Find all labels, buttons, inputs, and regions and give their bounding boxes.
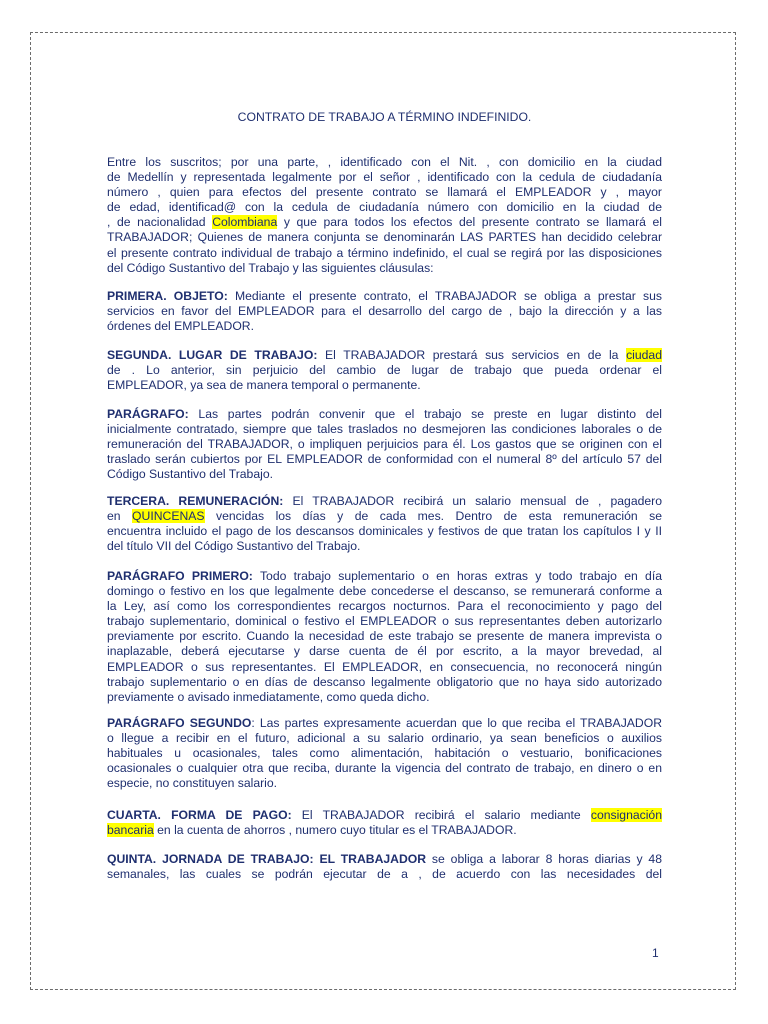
- text-line: Entre los suscritos; por una parte, , identificado con el Nit. , con domicilio en la ciudad: [107, 155, 662, 169]
- clause-heading: PARÁGRAFO PRIMERO:: [107, 569, 253, 583]
- intro-paragraph: [107, 155, 662, 276]
- highlight: Colombiana: [212, 215, 278, 230]
- highlight: bancaria: [107, 823, 154, 838]
- clause-segunda: [107, 348, 662, 393]
- clause-heading: PARÁGRAFO SEGUNDO: [107, 716, 252, 730]
- text-line: el presente contrato individual de trabajo a término indefinido, el cual se regirá por las disposiciones: [107, 245, 662, 260]
- text-line: PARÁGRAFO: Las partes podrán convenir que el trabajo se preste en lugar distinto del: [107, 407, 662, 421]
- text-line: número , quien para efectos del presente contrato se llamará el EMPLEADOR y , mayor: [107, 185, 662, 200]
- text-line: órdenes del EMPLEADOR.: [107, 319, 254, 334]
- document-title: CONTRATO DE TRABAJO A TÉRMINO INDEFINIDO.: [237, 110, 532, 124]
- highlight: consignación: [590, 808, 662, 822]
- text-line: trabajo suplementario, dominical o festivo el EMPLEADOR o sus representantes deben autorizarlo: [107, 614, 662, 629]
- text-line: servicios en favor del EMPLEADOR para el desarrollo del cargo de , bajo la dirección y a las: [107, 304, 662, 319]
- text-line: especie, no constituyen salario.: [107, 776, 278, 791]
- clause-heading: QUINTA. JORNADA DE TRABAJO: EL TRABAJADOR: [107, 852, 427, 866]
- clause-tercera: [107, 494, 662, 554]
- text-line: traslado serán cubiertos por EL EMPLEADOR de conformidad con el numeral 8º del artículo 57 del: [107, 452, 662, 467]
- text-line: habituales u ocasionales, tales como alimentación, habitación o vestuario, bonificaciones: [107, 746, 662, 761]
- clause-paragrafo: [107, 407, 662, 482]
- text-line: , de nacionalidad Colombiana y que para todos los efectos del presente contrato se llamará el: [107, 215, 662, 230]
- page-number: 1: [652, 946, 659, 960]
- text-line: PRIMERA. OBJETO: Mediante el presente contrato, el TRABAJADOR se obliga a prestar sus: [107, 289, 662, 303]
- text-line: inaplazable, deberá ejecutarse y darse cuenta de él por escrito, a la mayor brevedad, al: [107, 644, 662, 659]
- text-line: la Ley, así como los correspondientes recargos nocturnos. Para el reconocimiento y pago del: [107, 599, 662, 614]
- highlight: QUINCENAS: [132, 509, 205, 524]
- text-line: Código Sustantivo del Trabajo.: [107, 467, 273, 482]
- text-line: trabajo suplementario o en días de descanso legalmente obligatorio que no haya sido autorizado: [107, 674, 662, 689]
- clause-primera: [107, 289, 662, 334]
- clause-cuarta: [107, 808, 662, 838]
- text-line: QUINTA. JORNADA DE TRABAJO: EL TRABAJADOR se obliga a laborar 8 horas diarias y 48: [107, 852, 662, 866]
- text-line: CUARTA. FORMA DE PAGO: El TRABAJADOR recibirá el salario mediante consignación: [107, 808, 662, 822]
- clause-heading: PRIMERA. OBJETO:: [107, 289, 228, 303]
- text-line: previamente o avisado inmediatamente, como queda dicho.: [107, 689, 430, 704]
- text-line: remuneración del TRABAJADOR, o impliquen perjuicios para él. Los gastos que se originen con el: [107, 437, 662, 452]
- clause-heading: SEGUNDA. LUGAR DE TRABAJO:: [107, 348, 318, 362]
- text-line: EMPLEADOR o sus representantes. El EMPLEADOR, en consecuencia, no reconocerá ningún: [107, 659, 662, 674]
- clause-heading: TERCERA. REMUNERACIÓN:: [107, 494, 284, 508]
- text-line: del título VII del Código Sustantivo del Trabajo.: [107, 539, 361, 554]
- text-line: PARÁGRAFO PRIMERO: Todo trabajo suplementario o en horas extras y todo trabajo en día: [107, 569, 662, 583]
- clause-paragrafo-primero: [107, 569, 662, 705]
- text-line: en QUINCENAS vencidas los días y de cada mes. Dentro de esta remuneración se: [107, 509, 662, 524]
- text-line: del Código Sustantivo del Trabajo y las siguientes cláusulas:: [107, 260, 434, 275]
- text-line: EMPLEADOR, ya sea de manera temporal o permanente.: [107, 378, 421, 393]
- text-line: de Medellín y representada legalmente por el señor , identificado con la cedula de ciudadanía: [107, 170, 662, 185]
- text-line: inicialmente contratado, siempre que tales traslados no desmejoren las condiciones laborales o de: [107, 422, 662, 437]
- text-line: de edad, identificad@ con la cedula de ciudadanía número con domicilio en la ciudad de: [107, 200, 662, 215]
- text-line: encuentra incluido el pago de los descansos dominicales y festivos de que tratan los capítulos I y II: [107, 524, 662, 539]
- text-line: domingo o festivo en los que legalmente debe concederse el descanso, se remunerará conforme a: [107, 584, 662, 599]
- clause-quinta: [107, 852, 662, 882]
- text-line: semanales, las cuales se podrán ejecutar de a , de acuerdo con las necesidades del: [107, 867, 662, 882]
- text-line: previamente por escrito. Cuando la necesidad de este trabajo se presente de manera imprevista o: [107, 629, 662, 644]
- text-line: ocasionales o cualquier otra que reciba, durante la vigencia del contrato de trabajo, en dinero o en: [107, 761, 662, 776]
- text-line: TERCERA. REMUNERACIÓN: El TRABAJADOR recibirá un salario mensual de , pagadero: [107, 494, 663, 508]
- text-line: SEGUNDA. LUGAR DE TRABAJO: El TRABAJADOR prestará sus servicios en de la ciudad: [107, 348, 662, 362]
- text-line: TRABAJADOR; Quienes de manera conjunta se denominarán LAS PARTES han decidido celebrar: [107, 230, 662, 245]
- text-line: o llegue a recibir en el futuro, adicional a su salario ordinario, ya sean beneficios o auxilios: [107, 731, 662, 746]
- clause-paragrafo-segundo: [107, 716, 662, 791]
- text-line: PARÁGRAFO SEGUNDO: Las partes expresamente acuerdan que lo que reciba el TRABAJADOR: [107, 716, 662, 730]
- text-line: de . Lo anterior, sin perjuicio del cambio de lugar de trabajo que pueda ordenar el: [107, 363, 662, 378]
- text-line: bancaria en la cuenta de ahorros , numero cuyo titular es el TRABAJADOR.: [107, 823, 517, 838]
- clause-heading: CUARTA. FORMA DE PAGO:: [107, 808, 292, 822]
- clause-heading: PARÁGRAFO:: [107, 407, 189, 421]
- highlight: ciudad: [626, 348, 662, 362]
